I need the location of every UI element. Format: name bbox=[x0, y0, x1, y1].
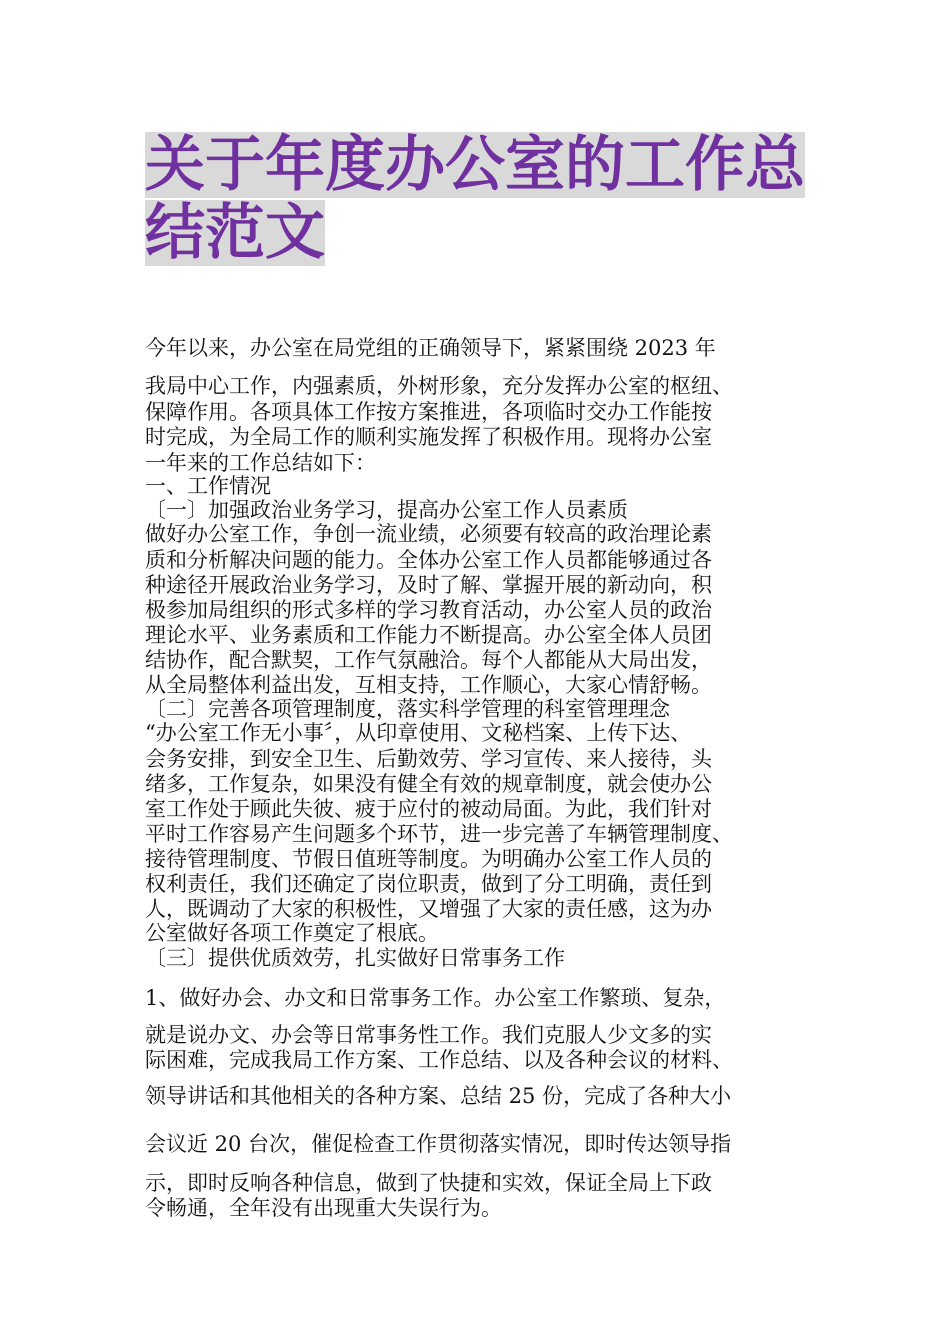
body-line: 一年来的工作总结如下： bbox=[145, 451, 376, 475]
body-line: 极参加局组织的形式多样的学习教育活动，办公室人员的政治 bbox=[145, 598, 712, 622]
body-line: 今年以来，办公室在局党组的正确领导下，紧紧围绕 2023 年 bbox=[145, 336, 716, 360]
body-line: 保障作用。各项具体工作按方案推进，各项临时交办工作能按 bbox=[145, 400, 712, 424]
subsection-heading: 〔二〕完善各项管理制度，落实科学管理的科室管理理念 bbox=[145, 697, 670, 721]
body-line: 令畅通，全年没有出现重大失误行为。 bbox=[145, 1196, 502, 1220]
body-line: 平时工作容易产生问题多个环节，进一步完善了车辆管理制度、 bbox=[145, 822, 733, 846]
body-line: 权利责任，我们还确定了岗位职责，做到了分工明确，责任到 bbox=[145, 872, 712, 896]
body-line: 人，既调动了大家的积极性，又增强了大家的责任感，这为办 bbox=[145, 897, 712, 921]
body-line: 种途径开展政治业务学习，及时了解、掌握开展的新动向，积 bbox=[145, 573, 712, 597]
body-line: 我局中心工作，内强素质，外树形象，充分发挥办公室的枢纽、 bbox=[145, 374, 733, 398]
document-title-line-2: 结范文 bbox=[145, 198, 325, 268]
body-line: 结协作，配合默契，工作气氛融洽。每个人都能从大局出发， bbox=[145, 648, 712, 672]
body-line: “办公室工作无小事〞，从印章使用、文秘档案、上传下达、 bbox=[145, 721, 692, 745]
body-line: 质和分析解决问题的能力。全体办公室工作人员都能够通过各 bbox=[145, 548, 712, 572]
document-title-line-1: 关于年度办公室的工作总 bbox=[145, 130, 805, 200]
section-heading: 一、工作情况 bbox=[145, 474, 271, 498]
body-line: 从全局整体利益出发，互相支持，工作顺心，大家心情舒畅。 bbox=[145, 673, 712, 697]
body-line: 就是说办文、办会等日常事务性工作。我们克服人少文多的实 bbox=[145, 1023, 712, 1047]
body-line: 室工作处于顾此失彼、疲于应付的被动局面。为此，我们针对 bbox=[145, 797, 712, 821]
body-line: 理论水平、业务素质和工作能力不断提高。办公室全体人员团 bbox=[145, 623, 712, 647]
body-line: 绪多，工作复杂，如果没有健全有效的规章制度，就会使办公 bbox=[145, 772, 712, 796]
body-line: 做好办公室工作，争创一流业绩，必须要有较高的政治理论素 bbox=[145, 522, 712, 546]
subsection-heading: 〔一〕加强政治业务学习，提高办公室工作人员素质 bbox=[145, 498, 628, 522]
body-line: 会议近 20 台次，催促检查工作贯彻落实情况，即时传达领导指 bbox=[145, 1132, 732, 1156]
body-line: 会务安排，到安全卫生、后勤效劳、学习宣传、来人接待，头 bbox=[145, 747, 712, 771]
body-line: 公室做好各项工作奠定了根底。 bbox=[145, 921, 439, 945]
body-line: 领导讲话和其他相关的各种方案、总结 25 份，完成了各种大小 bbox=[145, 1084, 732, 1108]
body-line: 接待管理制度、节假日值班等制度。为明确办公室工作人员的 bbox=[145, 847, 712, 871]
body-line: 时完成，为全局工作的顺利实施发挥了积极作用。现将办公室 bbox=[145, 425, 712, 449]
body-line: 1、做好办会、办文和日常事务工作。办公室工作繁琐、复杂， bbox=[145, 986, 726, 1010]
subsection-heading: 〔三〕提供优质效劳，扎实做好日常事务工作 bbox=[145, 946, 565, 970]
body-line: 际困难，完成我局工作方案、工作总结、以及各种会议的材料、 bbox=[145, 1048, 733, 1072]
body-line: 示，即时反响各种信息，做到了快捷和实效，保证全局上下政 bbox=[145, 1171, 712, 1195]
